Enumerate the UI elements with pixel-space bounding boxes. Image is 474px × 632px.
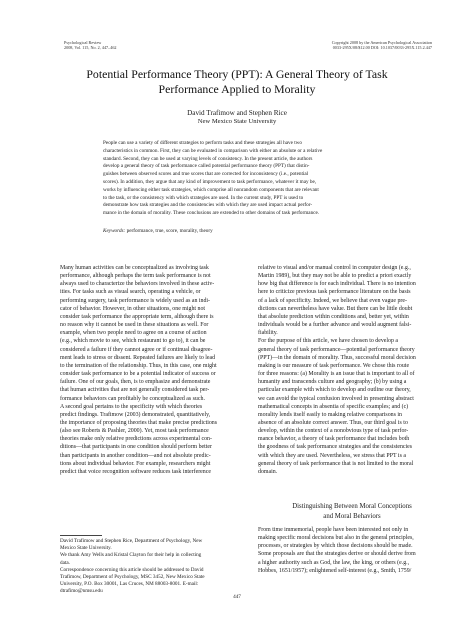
body-line: individuals would be a further advance and would augment falsi- (258, 322, 412, 329)
body-line: the importance of proposing theories that make precise predictions (60, 419, 218, 426)
body-line: theories make only relative predictions across experimental con- (60, 436, 212, 443)
body-line: always used to characterize the behaviors involved in these activ- (60, 281, 215, 288)
body-line: dictions can nevertheless have value. But there can be little doubt (258, 305, 413, 312)
body-line: performing surgery, task performance is widely used as an indi- (60, 297, 211, 304)
body-line: example, when two people need to agree on a course of action (60, 330, 207, 337)
body-line: with which they are used. Nevertheless, we stress that PPT is a (258, 452, 406, 459)
body-line: consider task performance the appropriate term, although there is (60, 313, 214, 320)
footnotes (60, 538, 246, 596)
authors: David Trafimow and Stephen Rice (187, 109, 287, 117)
body-line: than participants in another condition—and not absolute predic- (60, 452, 211, 459)
body-line: cator of behavior. However, in other situations, one might not (60, 305, 206, 312)
body-line: (also see Roberts & Pashler, 2000). Yet, most task performance (60, 428, 209, 435)
abstract-line: characteristics in common. First, they can be evaluated in comparison with either an absolute or a relative (103, 147, 323, 154)
body-line: Many human activities can be conceptualized as involving task (60, 265, 209, 271)
body-line: absence of an absolute correct answer. Thus, our third goal is to (258, 419, 408, 426)
footnote-line: University, P.O. Box 30001, Las Cruces, NM 88003-8001. E-mail: (60, 581, 199, 588)
title-line: Potential Performance Theory (PPT): A General Theory of Task (86, 67, 388, 81)
body-line: processes, or strategies by which those decisions should be made. (258, 543, 413, 550)
abstract-line: People can use a variety of different strategies to perform tasks and these strategies all have two (103, 140, 302, 146)
section-heading-line: Distinguishing Between Moral Conceptions (292, 503, 412, 510)
body-line: ities. For tasks such as visual search, operating a vehicle, or (60, 289, 201, 296)
body-line: tions about individual behavior. For example, researchers might (60, 460, 211, 467)
body-line: Some proposals are that the strategies derive or should derive from (258, 551, 416, 558)
keywords-text: performance, true, score, morality, theory (126, 228, 213, 234)
footnote-line: We thank Amy Wells and Kristal Clayton for their help in collecting (60, 552, 202, 559)
body-line: performance, although perhaps the term task performance is not (60, 273, 211, 280)
article-title (40, 67, 434, 97)
body-line: of a lack of specificity. Indeed, we believe that even vague pre- (258, 297, 407, 304)
body-line: particular example with which to develop and outline our theory, (258, 387, 411, 394)
body-line: Hobbes, 1651/1957); enlightened self-interest (e.g., Smith, 1759/ (258, 567, 412, 574)
body-line: making is our measure of task performance. We chose this route (258, 362, 410, 369)
body-column-right-continued (258, 526, 446, 575)
abstract-line: standard. Second, they can be used at varying levels of consistency. In the present article, the authors (103, 155, 313, 162)
body-line: considered a failure if they cannot agree or if continual disagree- (60, 346, 213, 353)
abstract (103, 140, 371, 218)
body-line: A second goal pertains to the specificity with which theories (60, 403, 203, 410)
body-line: to the termination of the relationship. Thus, in this case, one might (60, 362, 217, 369)
body-line: making specific moral decisions but also in the general principles, (258, 535, 414, 542)
body-line: predict findings. Trafimow (2003) demonstrated, quantitatively, (60, 411, 211, 418)
body-line: relative to visual and/or manual control in computer design (e.g., (258, 265, 411, 271)
body-line: consider task performance to be a potential indicator of success or (60, 371, 216, 378)
journal-header-right (332, 40, 432, 50)
body-line: humanity and transcends culture and geography; (b) by using a (258, 379, 407, 386)
body-line: fiability. (258, 330, 278, 337)
footnote-line: David Trafimow and Stephen Rice, Department of Psychology, New (60, 538, 203, 544)
abstract-line: mance in the domain of morality. These conclusions are extended to other domains of task performance. (103, 210, 320, 217)
section-heading (258, 502, 446, 521)
body-line: ditions—that participants in one condition should perform better (60, 444, 212, 451)
abstract-line: to the task, or the consistency with which strategies are used. In the current study, PPT is used to (103, 194, 304, 201)
body-line: general theory of task performance—potential performance theory (258, 346, 415, 353)
body-line: here to criticize previous task performance literature on the basis (258, 289, 411, 296)
body-line: From time immemorial, people have been interested not only in (258, 527, 409, 533)
body-line: a higher authority such as God, the law, the king, or others (e.g., (258, 559, 410, 566)
abstract-line: demonstrate how task strategies and the consistencies with which they are used impact actual perfor- (103, 202, 313, 209)
abstract-line: scores). In addition, they argue that any kind of improvement to task performance, whatever it may be, (103, 178, 317, 185)
journal-volume: 2008, Vol. 115, No. 2, 447–462 (64, 45, 117, 50)
footnote-line: data. (60, 559, 70, 566)
body-line: (PPT)—in the domain of morality. Thus, successful moral decision (258, 354, 416, 361)
body-line: mance behavior, a theory of task performance that includes both (258, 436, 410, 443)
footnote-divider (60, 535, 102, 536)
abstract-line: guishes between observed scores and true scores that are corrected for inconsistency (i.e., potential (103, 171, 309, 178)
journal-header-left (64, 40, 117, 50)
doi-line: 0033-295X/08/$12.00 DOI: 10.1037/0033-295X.115.2.447 (332, 45, 432, 50)
body-line: the goodness of task performance strategies and the consistencies (258, 444, 413, 451)
keywords-label: Keywords: (103, 228, 126, 234)
section-heading-line: and Moral Behaviors (323, 512, 381, 520)
body-line: failure. One of our goals, then, is to emphasize and demonstrate (60, 379, 211, 386)
footnote-line: Trafimow, Department of Psychology, MSC 3452, New Mexico State (60, 574, 205, 581)
body-line: Martin 1989), but they may not be able to predict a priori exactly (258, 273, 412, 280)
body-line: predict that voice recognition software reduces task interference (60, 468, 211, 475)
journal-name: Psychological Review (64, 40, 102, 45)
body-line: for three reasons: (a) Morality is an issue that is important to all of (258, 371, 415, 378)
body-line: ment leads to stress or dissent. Repeated failures are likely to lead (60, 354, 216, 361)
abstract-line: works by influencing either task strategies, which comprise all nonrandom components that are relevant (103, 186, 319, 193)
footnote-line: Correspondence concerning this article should be addressed to David (60, 566, 204, 573)
keywords (103, 228, 371, 235)
title-line: Performance Applied to Morality (158, 82, 316, 96)
body-line: that absolute prediction within conditions and, better yet, within (258, 313, 409, 320)
abstract-line: develop a general theory of task performance called potential performance theory (PPT) that distin- (103, 163, 310, 170)
body-line: For the purpose of this article, we have chosen to develop a (258, 338, 399, 345)
body-line: how big that difference is for each individual. There is no intention (258, 281, 416, 288)
body-line: that human activities that are not generally considered task per- (60, 387, 210, 394)
page-number: 447 (233, 594, 241, 600)
copyright-line: Copyright 2008 by the American Psychological Association (331, 40, 432, 45)
body-line: general theory of task performance that is not limited to the moral (258, 460, 414, 467)
body-line: morality lends itself easily to making relative comparisons in (258, 411, 402, 418)
body-line: domain. (258, 468, 278, 475)
body-line: develop, within the context of a nonobvious type of task perfor- (258, 428, 409, 435)
body-column-right (258, 264, 446, 476)
body-line: formance behaviors can profitably be conceptualized as such. (60, 395, 205, 402)
body-line: no reason why it cannot be used in these situations as well. For (60, 322, 209, 329)
affiliation: New Mexico State University (197, 118, 277, 125)
body-column-left (60, 264, 246, 476)
footnote-line: Mexico State University. (60, 545, 112, 552)
footnote-line: dtrafimo@nmsu.edu (60, 588, 103, 595)
body-line: (e.g., which movie to see, which restaurant to go to), it can be (60, 338, 206, 345)
body-line: mathematical concepts in absentia of specific examples; and (c) (258, 403, 409, 410)
body-line: we can avoid the typical confusion involved in presenting abstract (258, 395, 414, 402)
